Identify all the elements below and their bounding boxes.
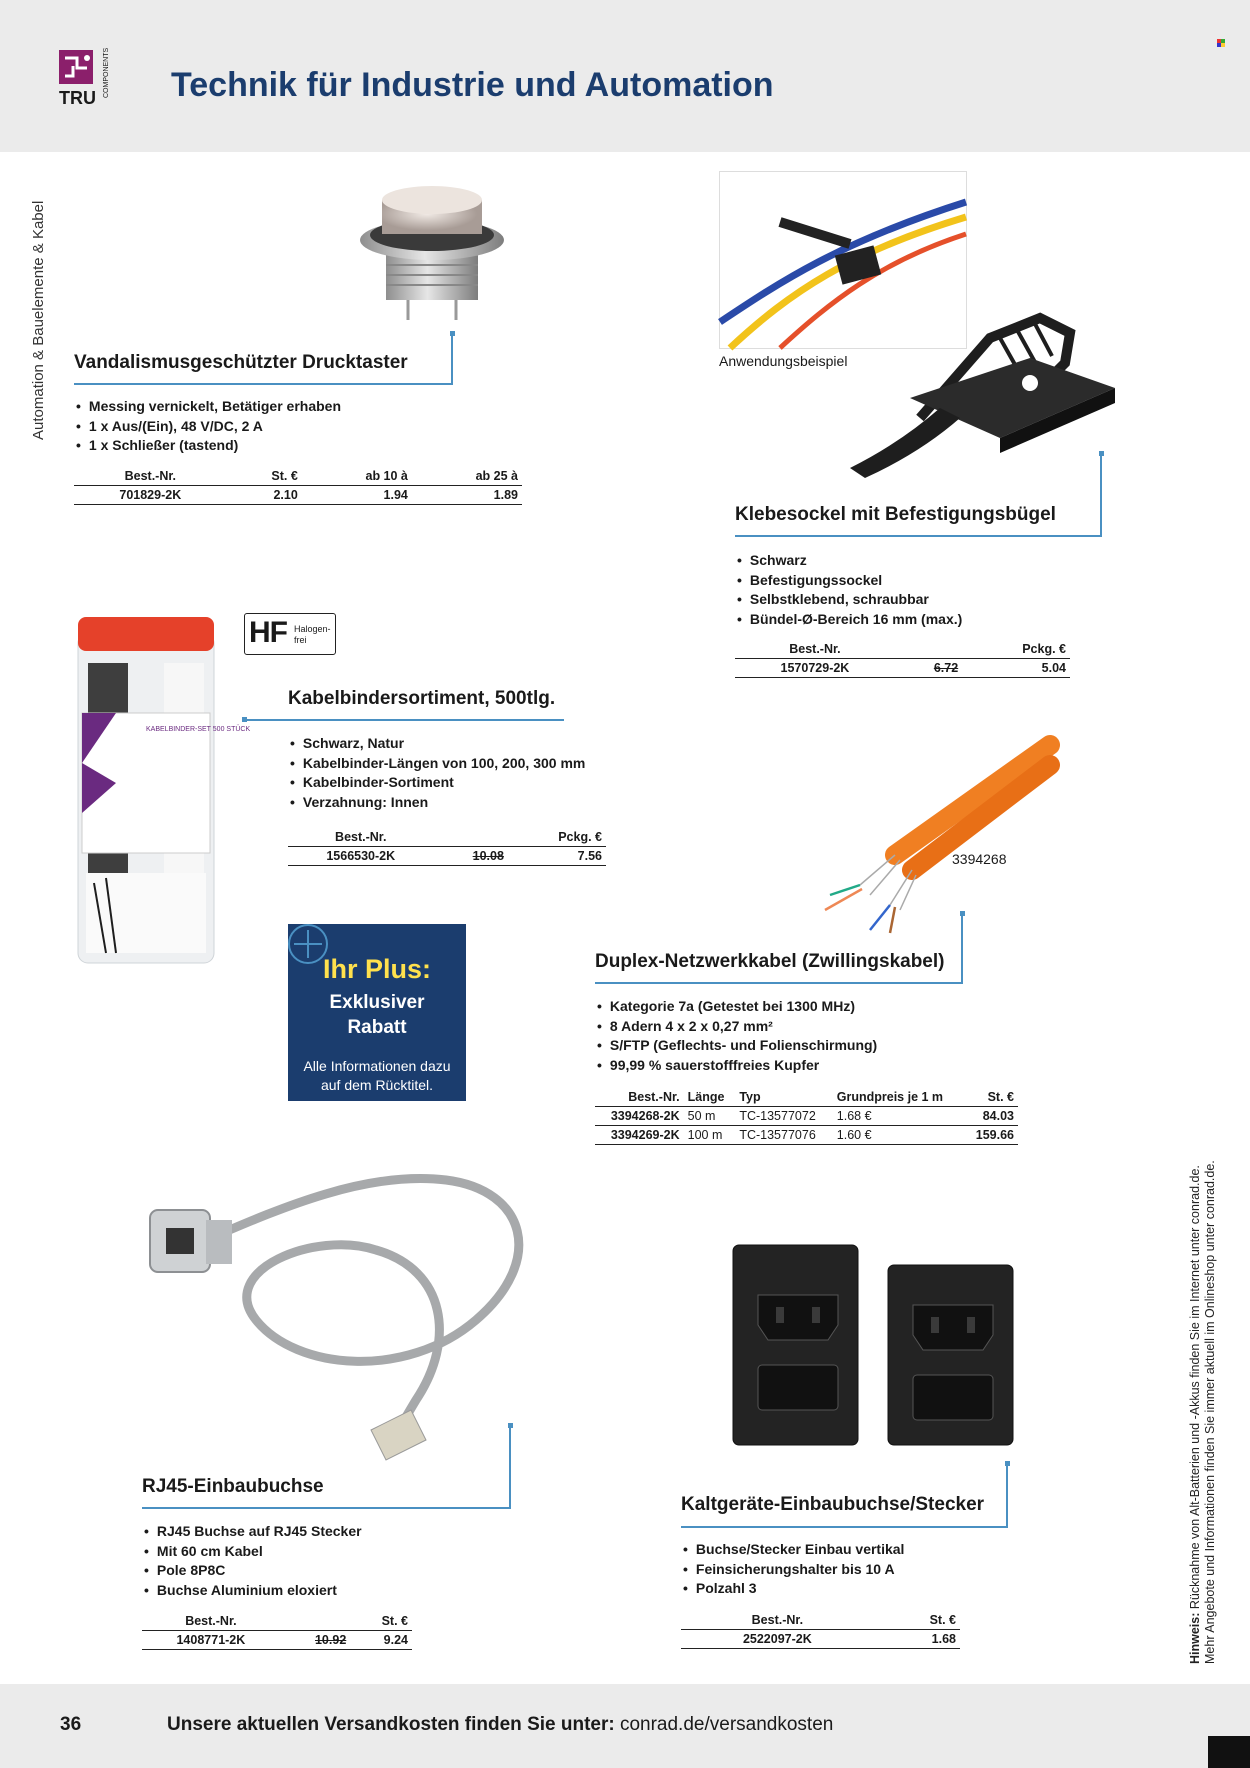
col-header: Best.-Nr. bbox=[74, 467, 227, 486]
plus-info1: Alle Informationen dazu bbox=[303, 1058, 451, 1074]
shipping-link[interactable]: conrad.de/versandkosten bbox=[614, 1714, 834, 1735]
price: 1.94 bbox=[302, 486, 412, 505]
title-underline bbox=[595, 982, 963, 984]
order-number: 1566530-2K bbox=[288, 847, 434, 866]
halogen-free-badge bbox=[244, 613, 336, 655]
side-category-label: Automation & Bauelemente & Kabel bbox=[30, 200, 47, 440]
adhesive-base-image bbox=[840, 278, 1120, 488]
jar-label-text: KABELBINDER-SET 500 STÜCK bbox=[146, 726, 251, 733]
col-header: Pckg. € bbox=[962, 640, 1070, 659]
title-underline bbox=[735, 535, 1102, 537]
price: 5.04 bbox=[962, 659, 1070, 678]
price-table-netzwerkkabel bbox=[595, 1088, 1018, 1145]
order-number: 1570729-2K bbox=[735, 659, 895, 678]
push-button-image bbox=[360, 185, 510, 335]
feature-list-rj45 bbox=[144, 1522, 362, 1600]
price: 1.89 bbox=[412, 486, 522, 505]
title-underline bbox=[244, 719, 564, 721]
hint-bold: Hinweis: bbox=[1188, 1612, 1202, 1664]
order-number: 3394268-2K bbox=[595, 1107, 684, 1126]
col-header: ab 25 à bbox=[412, 467, 522, 486]
order-number: 701829-2K bbox=[74, 486, 227, 505]
feature-item: • Schwarz, Natur bbox=[290, 734, 585, 754]
callout-line bbox=[451, 333, 453, 385]
tru-components-logo bbox=[59, 47, 111, 112]
price-table-rj45 bbox=[142, 1612, 412, 1650]
product-title-klebesockel: Klebesockel mit Befestigungsbügel bbox=[735, 504, 1056, 525]
product-title-kabelbinder: Kabelbindersortiment, 500tlg. bbox=[288, 688, 556, 709]
length: 100 m bbox=[684, 1126, 736, 1145]
feature-list-kaltgeraete bbox=[683, 1540, 904, 1599]
price: 7.56 bbox=[508, 847, 606, 866]
col-header: St. € bbox=[227, 467, 302, 486]
feature-item: • Bündel-Ø-Bereich 16 mm (max.) bbox=[737, 610, 962, 630]
feature-item: • Selbstklebend, schraubbar bbox=[737, 590, 962, 610]
unit-price: 1.60 € bbox=[833, 1126, 965, 1145]
hint-line1: Rücknahme von Alt-Batterien und -Akkus finden Sie im Internet unter conrad.de. bbox=[1188, 1165, 1202, 1613]
feature-item: • Messing vernickelt, Betätiger erhaben bbox=[76, 397, 341, 417]
col-header: Länge bbox=[684, 1088, 736, 1107]
callout-line bbox=[1006, 1463, 1008, 1528]
feature-list-klebesockel bbox=[737, 551, 962, 629]
feature-item: • Kabelbinder-Längen von 100, 200, 300 mm bbox=[290, 754, 585, 774]
page-number: 36 bbox=[60, 1714, 82, 1735]
table-row bbox=[142, 1631, 412, 1650]
plus-headline: Ihr Plus: bbox=[322, 954, 431, 984]
product-title-netzwerkkabel: Duplex-Netzwerkkabel (Zwillingskabel) bbox=[595, 951, 945, 972]
title-underline bbox=[681, 1526, 1008, 1528]
type: TC-13577072 bbox=[735, 1107, 832, 1126]
feature-item: • Befestigungssockel bbox=[737, 571, 962, 591]
feature-item: • Buchse Aluminium eloxiert bbox=[144, 1581, 362, 1601]
page-title: Technik für Industrie und Automation bbox=[171, 66, 774, 104]
col-header: Best.-Nr. bbox=[735, 640, 895, 659]
product-title-rj45: RJ45-Einbaubuchse bbox=[142, 1476, 324, 1497]
table-row bbox=[74, 486, 522, 505]
shipping-note-bold: Unsere aktuellen Versandkosten finden Sie unter: bbox=[167, 1714, 615, 1735]
title-underline bbox=[142, 1507, 511, 1509]
col-header: St. € bbox=[874, 1611, 960, 1630]
feature-item: • RJ45 Buchse auf RJ45 Stecker bbox=[144, 1522, 362, 1542]
callout-line bbox=[1100, 453, 1102, 537]
feature-item: • Polzahl 3 bbox=[683, 1579, 904, 1599]
type: TC-13577076 bbox=[735, 1126, 832, 1145]
feature-item: • 8 Adern 4 x 2 x 0,27 mm² bbox=[597, 1017, 877, 1037]
feature-item: • Kabelbinder-Sortiment bbox=[290, 773, 585, 793]
col-header: St. € bbox=[965, 1088, 1018, 1107]
logo-sub: COMPONENTS bbox=[103, 47, 110, 98]
col-header: Best.-Nr. bbox=[595, 1088, 684, 1107]
table-row bbox=[288, 847, 606, 866]
col-header: Pckg. € bbox=[508, 828, 606, 847]
callout-line bbox=[509, 1425, 511, 1509]
length: 50 m bbox=[684, 1107, 736, 1126]
price: 9.24 bbox=[350, 1631, 412, 1650]
feature-item: • S/FTP (Geflechts- und Folienschirmung) bbox=[597, 1036, 877, 1056]
unit-price: 1.68 € bbox=[833, 1107, 965, 1126]
old-price: 10.92 bbox=[314, 1633, 347, 1647]
callout-line bbox=[961, 913, 963, 984]
feature-list-drucktaster bbox=[76, 397, 341, 456]
order-number: 3394269-2K bbox=[595, 1126, 684, 1145]
hint-line2: Mehr Angebote und Informationen finden Sie immer aktuell im Onlineshop unter conrad.de. bbox=[1203, 1160, 1217, 1664]
order-number: 2522097-2K bbox=[681, 1630, 874, 1649]
network-cable-image bbox=[800, 745, 1050, 935]
col-header: ab 10 à bbox=[302, 467, 412, 486]
feature-item: • Pole 8P8C bbox=[144, 1561, 362, 1581]
rj45-socket-image bbox=[146, 1170, 536, 1470]
feature-item: • Mit 60 cm Kabel bbox=[144, 1542, 362, 1562]
product-title-kaltgeraete: Kaltgeräte-Einbaubuchse/Stecker bbox=[681, 1494, 985, 1515]
feature-item: • Feinsicherungshalter bis 10 A bbox=[683, 1560, 904, 1580]
color-mark-icon bbox=[1217, 34, 1225, 42]
feature-item: • 99,99 % sauerstofffreies Kupfer bbox=[597, 1056, 877, 1076]
feature-item: • Buchse/Stecker Einbau vertikal bbox=[683, 1540, 904, 1560]
col-header: St. € bbox=[350, 1612, 412, 1631]
page-tab-marker bbox=[1208, 1736, 1250, 1768]
plus-promo-box bbox=[288, 924, 466, 1101]
feature-list-netzwerkkabel bbox=[597, 997, 877, 1075]
price: 84.03 bbox=[965, 1107, 1018, 1126]
iec-connector-image bbox=[728, 1245, 1018, 1455]
table-row bbox=[681, 1630, 960, 1649]
hf-badge-letters: HF bbox=[249, 616, 287, 649]
old-price: 10.08 bbox=[472, 849, 504, 863]
price-table-kaltgeraete bbox=[681, 1611, 960, 1649]
feature-item: • Kategorie 7a (Getestet bei 1300 MHz) bbox=[597, 997, 877, 1017]
feature-item: • Verzahnung: Innen bbox=[290, 793, 585, 813]
table-row bbox=[595, 1126, 1018, 1145]
col-header: Best.-Nr. bbox=[681, 1611, 874, 1630]
feature-item: • 1 x Aus/(Ein), 48 V/DC, 2 A bbox=[76, 417, 341, 437]
shipping-note bbox=[167, 1714, 833, 1736]
hint-note bbox=[1188, 1160, 1218, 1664]
table-row bbox=[595, 1107, 1018, 1126]
logo-text: TRU bbox=[59, 88, 96, 108]
col-header: Best.-Nr. bbox=[142, 1612, 280, 1631]
image-caption: Anwendungsbeispiel bbox=[719, 353, 848, 369]
price-table-kabelbinder bbox=[288, 828, 606, 866]
hf-badge-text: Halogen-frei bbox=[294, 624, 331, 645]
price: 2.10 bbox=[227, 486, 302, 505]
table-row bbox=[735, 659, 1070, 678]
cable-tie-jar-image bbox=[76, 613, 251, 968]
product-title-drucktaster: Vandalismusgeschützter Drucktaster bbox=[74, 352, 408, 373]
plus-line1: Exklusiver bbox=[329, 992, 425, 1013]
plus-line2: Rabatt bbox=[347, 1017, 407, 1038]
feature-list-kabelbinder bbox=[290, 734, 585, 812]
order-number: 1408771-2K bbox=[142, 1631, 280, 1650]
image-label: 3394268 bbox=[952, 851, 1007, 867]
plus-info2: auf dem Rücktitel. bbox=[320, 1077, 434, 1093]
title-underline bbox=[74, 383, 453, 385]
old-price: 6.72 bbox=[933, 661, 959, 675]
price-table-drucktaster bbox=[74, 467, 522, 505]
price: 159.66 bbox=[965, 1126, 1018, 1145]
feature-item: • 1 x Schließer (tastend) bbox=[76, 436, 341, 456]
price: 1.68 bbox=[874, 1630, 960, 1649]
col-header: Best.-Nr. bbox=[288, 828, 434, 847]
col-header: Typ bbox=[735, 1088, 832, 1107]
price-table-klebesockel bbox=[735, 640, 1070, 678]
feature-item: • Schwarz bbox=[737, 551, 962, 571]
col-header: Grundpreis je 1 m bbox=[833, 1088, 965, 1107]
